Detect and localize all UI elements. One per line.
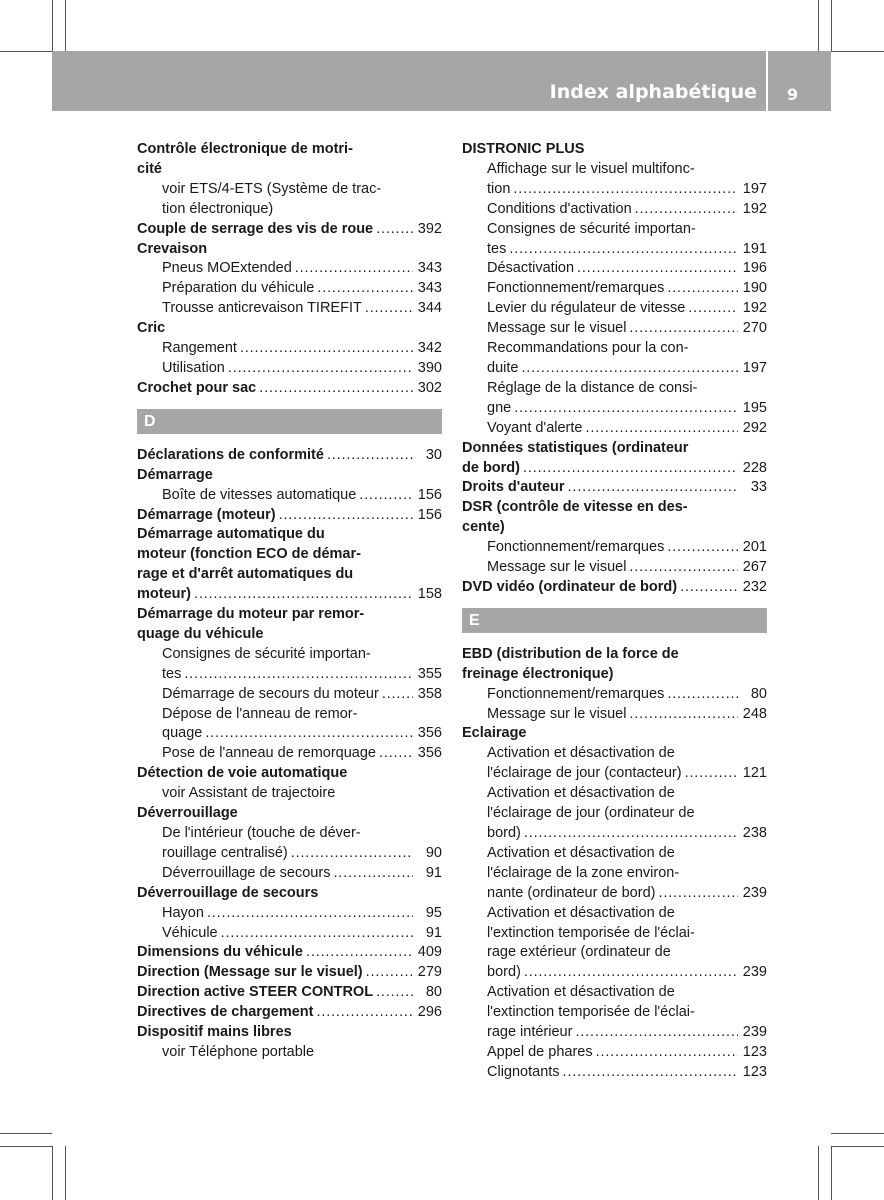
- dot-leader: [359, 486, 413, 506]
- dot-leader: [568, 478, 738, 498]
- dot-leader: [667, 538, 738, 558]
- dot-leader: [667, 685, 738, 705]
- entry-text: freinage électronique): [462, 665, 614, 682]
- crop-mark: [831, 51, 884, 52]
- entry-text: Message sur le visuel: [487, 320, 627, 337]
- index-column-left: [137, 140, 442, 1063]
- header-divider: [766, 51, 768, 111]
- index-subentry: [137, 864, 442, 884]
- entry-text: Pose de l'anneau de remorquage: [162, 745, 376, 762]
- entry-text: Crochet pour sac: [137, 379, 257, 396]
- index-entry: [137, 220, 442, 240]
- index-subentry: [137, 359, 442, 379]
- index-subentry: [137, 1043, 442, 1063]
- dot-leader: [327, 446, 413, 466]
- dot-leader: [317, 1003, 414, 1023]
- entry-text-line: Démarrage automatique du: [137, 526, 325, 543]
- index-entry: [137, 1023, 442, 1043]
- index-subentry: [462, 844, 767, 904]
- entry-text-line: Dépose de l'anneau de remor-: [162, 705, 358, 722]
- entry-text: Démarrage (moteur): [137, 506, 276, 523]
- page-reference[interactable]: 158: [417, 586, 442, 603]
- dot-leader: [184, 665, 413, 685]
- index-entry: [137, 240, 442, 260]
- entry-text-line: Contrôle électronique de motri-: [137, 141, 353, 157]
- dot-leader: [259, 379, 413, 399]
- page-reference[interactable]: 197: [742, 359, 767, 376]
- entry-text: Préparation du véhicule: [162, 280, 315, 297]
- index-column-right: [462, 140, 767, 1083]
- index-subentry: [462, 220, 767, 260]
- dot-leader: [365, 299, 413, 319]
- index-subentry: [137, 645, 442, 685]
- dot-leader: [207, 904, 413, 924]
- dot-leader: [240, 339, 413, 359]
- entry-text: Eclairage: [462, 725, 527, 742]
- page-reference[interactable]: 239: [742, 884, 767, 901]
- entry-text: tes: [487, 240, 507, 257]
- page-reference[interactable]: 238: [742, 825, 767, 841]
- index-subentry: [462, 685, 767, 705]
- dot-leader: [279, 506, 413, 526]
- page-reference[interactable]: 196: [742, 260, 767, 277]
- page-reference[interactable]: 80: [750, 685, 767, 702]
- dot-leader: [524, 824, 738, 844]
- entry-text: Clignotants: [487, 1063, 560, 1080]
- dot-leader: [514, 399, 738, 419]
- page-reference[interactable]: 248: [742, 705, 767, 722]
- dot-leader: [523, 459, 738, 479]
- entry-text: Couple de serrage des vis de roue: [137, 220, 374, 237]
- dot-leader: [509, 240, 738, 260]
- page-reference[interactable]: 239: [742, 964, 767, 981]
- entry-text-line: Consignes de sécurité importan-: [487, 220, 696, 237]
- entry-text: Message sur le visuel: [487, 559, 627, 576]
- dot-leader: [376, 220, 413, 240]
- page-reference[interactable]: 302: [417, 379, 442, 396]
- index-subentry: [462, 200, 767, 220]
- entry-text-line: Activation et désactivation de: [487, 785, 675, 802]
- dot-leader: [291, 844, 413, 864]
- entry-text-line: l'éclairage de la zone environ-: [487, 864, 680, 881]
- entry-text: tion électronique): [162, 200, 274, 217]
- page-reference[interactable]: 197: [742, 180, 767, 197]
- index-entry: [137, 943, 442, 963]
- index-subentry: [137, 904, 442, 924]
- crop-mark: [831, 1133, 884, 1134]
- dot-leader: [333, 864, 413, 884]
- page-title: Index alphabétique: [549, 81, 757, 103]
- dot-leader: [685, 764, 738, 784]
- dot-leader: [295, 259, 413, 279]
- index-subentry: [137, 259, 442, 279]
- entry-text: Appel de phares: [487, 1043, 593, 1060]
- dot-leader: [596, 1043, 738, 1063]
- page-reference[interactable]: 392: [417, 220, 442, 237]
- entry-text: Démarrage: [137, 466, 213, 483]
- index-subentry: [462, 1063, 767, 1083]
- crop-mark: [831, 1146, 884, 1147]
- dot-leader: [521, 359, 738, 379]
- dot-leader: [629, 705, 738, 725]
- entry-text: Directives de chargement: [137, 1004, 314, 1021]
- index-entry: [462, 724, 767, 744]
- dot-leader: [629, 558, 738, 578]
- entry-text: Cric: [137, 320, 166, 337]
- entry-text: Pneus MOExtended: [162, 260, 292, 277]
- entry-text: Boîte de vitesses automatique: [162, 486, 357, 503]
- index-entry: [137, 140, 442, 180]
- index-subentry: [462, 419, 767, 439]
- index-entry: [462, 498, 767, 538]
- dot-leader: [366, 963, 413, 983]
- index-entry: [137, 319, 442, 339]
- index-subentry: [137, 299, 442, 319]
- page-reference[interactable]: 343: [417, 280, 442, 297]
- dot-leader: [658, 884, 738, 904]
- index-entry: [137, 379, 442, 399]
- entry-text: de bord): [462, 459, 520, 476]
- entry-text: voir Téléphone portable: [162, 1043, 315, 1060]
- entry-text-line: Réglage de la distance de consi-: [487, 379, 698, 396]
- index-entry: [462, 478, 767, 498]
- index-subentry: [137, 784, 442, 804]
- entry-text: rouillage centralisé): [162, 844, 288, 861]
- dot-leader: [382, 685, 413, 705]
- index-subentry: [137, 705, 442, 745]
- index-subentry: [137, 486, 442, 506]
- crop-mark: [65, 1146, 66, 1200]
- index-subentry: [137, 824, 442, 864]
- entry-text: gne: [487, 399, 512, 416]
- entry-text: Direction (Message sur le visuel): [137, 964, 363, 981]
- entry-text: Démarrage de secours du moteur: [162, 685, 379, 702]
- index-subentry: [462, 904, 767, 984]
- entry-text: quage du véhicule: [137, 625, 264, 642]
- entry-text: duite: [487, 359, 519, 376]
- index-entry: [137, 525, 442, 605]
- entry-text-line: Activation et désactivation de: [487, 904, 675, 921]
- index-subentry: [462, 379, 767, 419]
- crop-mark: [52, 0, 53, 51]
- entry-text: Conditions d'activation: [487, 200, 632, 217]
- crop-mark: [0, 51, 52, 52]
- entry-text: bord): [487, 964, 521, 981]
- index-subentry: [462, 259, 767, 279]
- dot-leader: [577, 259, 738, 279]
- entry-text-line: Activation et désactivation de: [487, 844, 675, 861]
- entry-text: moteur): [137, 586, 191, 603]
- entry-text: Dimensions du véhicule: [137, 944, 303, 961]
- crop-mark: [831, 0, 832, 51]
- page-reference[interactable]: 195: [742, 399, 767, 416]
- entry-text: Hayon: [162, 904, 204, 921]
- entry-text: Déclarations de conformité: [137, 446, 324, 463]
- page-reference[interactable]: 80: [425, 984, 442, 1001]
- page-reference[interactable]: 409: [417, 944, 442, 961]
- dot-leader: [575, 1023, 738, 1043]
- index-subentry: [462, 279, 767, 299]
- entry-text: cente): [462, 519, 505, 536]
- index-entry: [137, 963, 442, 983]
- index-subentry: [137, 279, 442, 299]
- index-subentry: [137, 744, 442, 764]
- crop-mark: [831, 1146, 832, 1200]
- dot-leader: [667, 279, 738, 299]
- index-subentry: [462, 538, 767, 558]
- entry-text: tes: [162, 665, 182, 682]
- index-entry: [137, 764, 442, 784]
- entry-text: Direction active STEER CONTROL: [137, 984, 374, 1001]
- entry-text: l'éclairage de jour (contacteur): [487, 765, 682, 782]
- page-reference[interactable]: 191: [742, 240, 767, 257]
- page-reference[interactable]: 356: [417, 725, 442, 742]
- index-entry: [137, 983, 442, 1003]
- crop-mark: [65, 0, 66, 51]
- entry-text: quage: [162, 725, 203, 742]
- index-subentry: [462, 299, 767, 319]
- entry-text-line: Consignes de sécurité importan-: [162, 645, 371, 662]
- entry-text-line: EBD (distribution de la force de: [462, 645, 679, 662]
- index-entry: [137, 804, 442, 824]
- page-reference[interactable]: 343: [417, 260, 442, 277]
- dot-leader: [524, 963, 738, 983]
- index-subentry: [462, 160, 767, 200]
- entry-text: Fonctionnement/remarques: [487, 685, 665, 702]
- section-letter-header: D: [137, 409, 442, 434]
- entry-text: Voyant d'alerte: [487, 419, 583, 436]
- entry-text: tion: [487, 180, 511, 197]
- entry-text: Désactivation: [487, 260, 575, 277]
- entry-text: Dispositif mains libres: [137, 1024, 292, 1041]
- page-reference[interactable]: 228: [742, 459, 767, 476]
- entry-text: Utilisation: [162, 359, 225, 376]
- entry-text-line: l'extinction temporisée de l'éclai-: [487, 1004, 695, 1021]
- entry-text: bord): [487, 825, 521, 841]
- page-reference[interactable]: 123: [742, 1063, 767, 1080]
- page-reference[interactable]: 192: [742, 200, 767, 217]
- crop-mark: [818, 1146, 819, 1200]
- index-subentry: [462, 744, 767, 784]
- page-reference[interactable]: 190: [742, 280, 767, 297]
- page-reference[interactable]: 156: [417, 486, 442, 503]
- entry-text-line: Affichage sur le visuel multifonc-: [487, 160, 695, 177]
- page-reference[interactable]: 344: [417, 300, 442, 317]
- crop-mark: [818, 0, 819, 51]
- entry-text: Levier du régulateur de vitesse: [487, 300, 686, 317]
- page-reference[interactable]: 270: [742, 320, 767, 337]
- section-letter-header: E: [462, 608, 767, 633]
- dot-leader: [205, 724, 413, 744]
- page-reference[interactable]: 356: [417, 745, 442, 762]
- entry-text: nante (ordinateur de bord): [487, 884, 656, 901]
- index-entry: [137, 446, 442, 466]
- page-reference[interactable]: 355: [417, 665, 442, 682]
- crop-mark: [52, 1146, 53, 1200]
- entry-text-line: Activation et désactivation de: [487, 984, 675, 1001]
- page-reference[interactable]: 123: [742, 1043, 767, 1060]
- entry-text-line: l'éclairage de jour (ordinateur de: [487, 805, 695, 822]
- page-reference[interactable]: 91: [425, 864, 442, 881]
- entry-text-line: voir ETS/4-ETS (Système de trac-: [162, 180, 382, 197]
- index-subentry: [462, 784, 767, 844]
- entry-text: rage intérieur: [487, 1024, 573, 1041]
- entry-text-line: l'extinction temporisée de l'éclai-: [487, 924, 695, 941]
- entry-text: DVD vidéo (ordinateur de bord): [462, 578, 678, 595]
- entry-text-line: moteur (fonction ECO de démar-: [137, 546, 361, 563]
- entry-text: Rangement: [162, 340, 237, 357]
- entry-text-line: De l'intérieur (touche de déver-: [162, 825, 361, 841]
- index-entry: [137, 884, 442, 904]
- index-subentry: [462, 339, 767, 379]
- index-subentry: [137, 924, 442, 944]
- dot-leader: [629, 319, 738, 339]
- dot-leader: [306, 943, 413, 963]
- index-subentry: [462, 1043, 767, 1063]
- entry-text-line: rage et d'arrêt automatiques du: [137, 566, 354, 583]
- dot-leader: [379, 744, 413, 764]
- dot-leader: [376, 983, 413, 1003]
- entry-text: Trousse anticrevaison TIREFIT: [162, 300, 362, 317]
- crop-mark: [0, 1133, 52, 1134]
- index-subentry: [462, 983, 767, 1043]
- entry-text: Droits d'auteur: [462, 479, 565, 496]
- entry-text: Fonctionnement/remarques: [487, 280, 665, 297]
- dot-leader: [563, 1063, 738, 1083]
- index-entry: [137, 466, 442, 486]
- entry-text: Déverrouillage de secours: [162, 864, 331, 881]
- page-reference[interactable]: 296: [417, 1004, 442, 1021]
- page-number: 9: [787, 85, 799, 104]
- page-reference[interactable]: 121: [742, 765, 767, 782]
- page-reference[interactable]: 30: [425, 446, 442, 463]
- dot-leader: [635, 200, 738, 220]
- dot-leader: [680, 578, 738, 598]
- index-entry: [462, 578, 767, 598]
- entry-text: Fonctionnement/remarques: [487, 539, 665, 556]
- index-entry: [462, 439, 767, 479]
- dot-leader: [228, 359, 413, 379]
- entry-text-line: Données statistiques (ordinateur: [462, 439, 689, 456]
- entry-text-line: Activation et désactivation de: [487, 745, 675, 762]
- crop-mark: [0, 1146, 52, 1147]
- entry-text: Déverrouillage de secours: [137, 884, 319, 901]
- index-subentry: [462, 558, 767, 578]
- dot-leader: [221, 924, 413, 944]
- page-reference[interactable]: 358: [417, 685, 442, 702]
- page-reference[interactable]: 201: [742, 539, 767, 556]
- dot-leader: [688, 299, 738, 319]
- entry-text: Crevaison: [137, 240, 208, 257]
- page-reference[interactable]: 292: [742, 419, 767, 436]
- index-subentry: [462, 319, 767, 339]
- entry-text-line: Démarrage du moteur par remor-: [137, 606, 365, 623]
- page-reference[interactable]: 342: [417, 340, 442, 357]
- page-reference[interactable]: 267: [742, 559, 767, 576]
- entry-text: Message sur le visuel: [487, 705, 627, 722]
- index-subentry: [137, 685, 442, 705]
- page-reference[interactable]: 279: [417, 964, 442, 981]
- dot-leader: [513, 180, 738, 200]
- page-reference[interactable]: 390: [417, 359, 442, 376]
- page-reference[interactable]: 91: [425, 924, 442, 941]
- index-subentry: [462, 705, 767, 725]
- index-entry: [137, 506, 442, 526]
- page-reference[interactable]: 95: [425, 904, 442, 921]
- dot-leader: [585, 419, 738, 439]
- entry-text-line: DSR (contrôle de vitesse en des-: [462, 499, 688, 516]
- dot-leader: [194, 585, 413, 605]
- page-reference[interactable]: 90: [425, 844, 442, 861]
- page-reference[interactable]: 156: [417, 506, 442, 523]
- index-entry: [462, 645, 767, 685]
- entry-text-line: Recommandations pour la con-: [487, 340, 689, 357]
- index-subentry: [137, 180, 442, 220]
- page-reference[interactable]: 239: [742, 1024, 767, 1041]
- entry-text-line: rage extérieur (ordinateur de: [487, 944, 671, 961]
- entry-text: DISTRONIC PLUS: [462, 141, 585, 157]
- entry-text: voir Assistant de trajectoire: [162, 785, 336, 802]
- index-entry: [137, 1003, 442, 1023]
- dot-leader: [317, 279, 413, 299]
- entry-text: Véhicule: [162, 924, 218, 941]
- index-entry: [462, 140, 767, 160]
- entry-text: cité: [137, 160, 162, 177]
- index-subentry: [137, 339, 442, 359]
- page-reference[interactable]: 33: [750, 479, 767, 496]
- entry-text: Déverrouillage: [137, 805, 238, 822]
- page-reference[interactable]: 232: [742, 578, 767, 595]
- index-entry: [137, 605, 442, 645]
- entry-text: Détection de voie automatique: [137, 765, 348, 782]
- page-reference[interactable]: 192: [742, 300, 767, 317]
